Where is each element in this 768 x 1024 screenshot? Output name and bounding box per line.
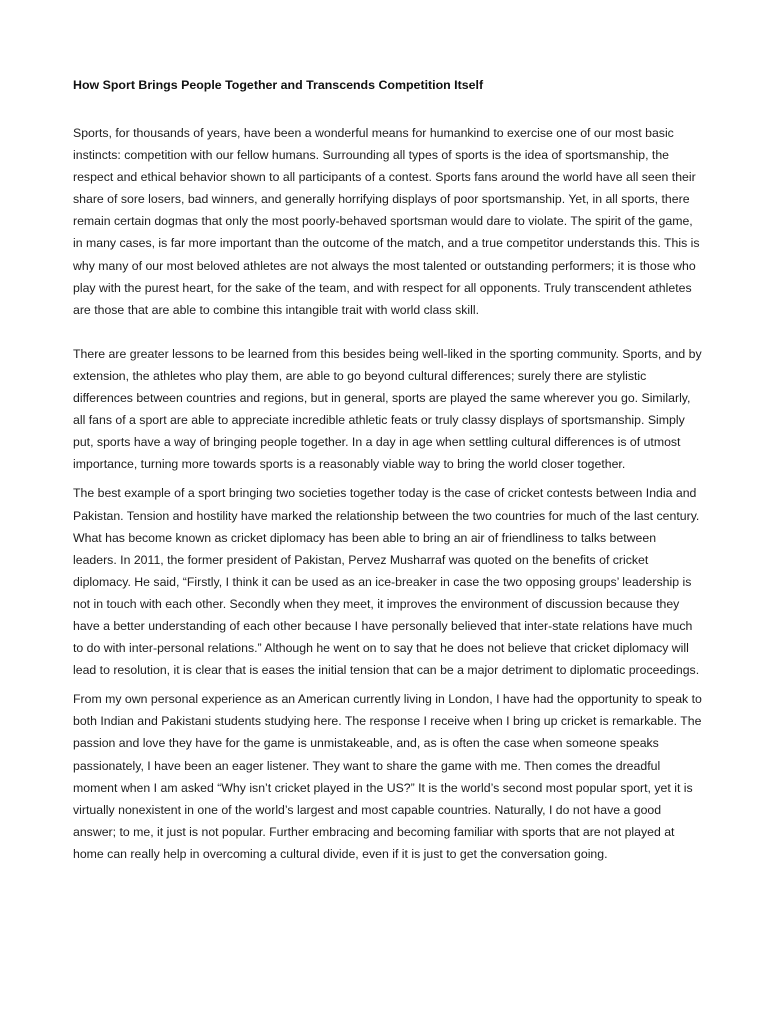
paragraph-1: Sports, for thousands of years, have been a wonderful means for humankind to exercise one of our most basic instincts: competition with our fellow humans. Surrounding all types of sports is the idea of sportsmanship, the respect and ethical behavior shown to all participants of a contest. Sports fans around the world have all seen their share of sore losers, bad winners, and generally horrifying displays of poor sportsmanship. Yet, in all sports, there remain certain dogmas that only the most poorly-behaved sportsman would dare to violate. The spirit of the game, in many cases, is far more important than the outcome of the match, and a true competitor understands this. This is why many of our most beloved athletes are not always the most talented or outstanding performers; it is those who play with the purest heart, for the sake of the team, and with respect for all opponents. Truly transcendent athletes are those that are able to combine this intangible trait with world class skill. <box>73 126 700 317</box>
document-body <box>73 76 703 865</box>
paragraph-3: The best example of a sport bringing two societies together today is the case of cricket contests between India and Pakistan. Tension and hostility have marked the relationship between the two countries for much of the last century. What has become known as cricket diplomacy has been able to bring an air of friendliness to talks between leaders. In 2011, the former president of Pakistan, Pervez Musharraf was quoted on the benefits of cricket diplomacy. He said, “Firstly, I think it can be used as an ice-breaker in case the two opposing groups’ leadership is not in touch with each other. Secondly when they meet, it improves the environment of discussion because they have a better understanding of each other because I have personally believed that inter-state relations have much to do with inter-personal relations.” Although he went on to say that he does not believe that cricket diplomacy will lead to resolution, it is clear that is eases the initial tension that can be a major detriment to diplomatic proceedings. <box>73 486 700 678</box>
paragraph-4: From my own personal experience as an American currently living in London, I have had the opportunity to speak to both Indian and Pakistani students studying here. The response I receive when I bring up cricket is remarkable. The passion and love they have for the game is unmistakeable, and, as is often the case when someone speaks passionately, I have been an eager listener. They want to share the game with me. Then comes the dreadful moment when I am asked “Why isn’t cricket played in the US?” It is the world’s second most popular sport, yet it is virtually nonexistent in one of the world’s largest and most capable countries. Naturally, I do not have a good answer; to me, it just is not popular. Further embracing and becoming familiar with sports that are not played at home can really help in overcoming a cultural divide, even if it is just to get the conversation going. <box>73 692 702 861</box>
paragraph-2: There are greater lessons to be learned from this besides being well-liked in the sporting community. Sports, and by extension, the athletes who play them, are able to go beyond cultural differences; surely there are stylistic differences between countries and regions, but in general, sports are played the same wherever you go. Similarly, all fans of a sport are able to appreciate incredible athletic feats or truly classy displays of sportsmanship. Simply put, sports have a way of bringing people together. In a day in age when settling cultural differences is of utmost importance, turning more towards sports is a reasonably viable way to bring the world closer together. <box>73 346 702 472</box>
document-title: How Sport Brings People Together and Transcends Competition Itself <box>73 78 484 92</box>
